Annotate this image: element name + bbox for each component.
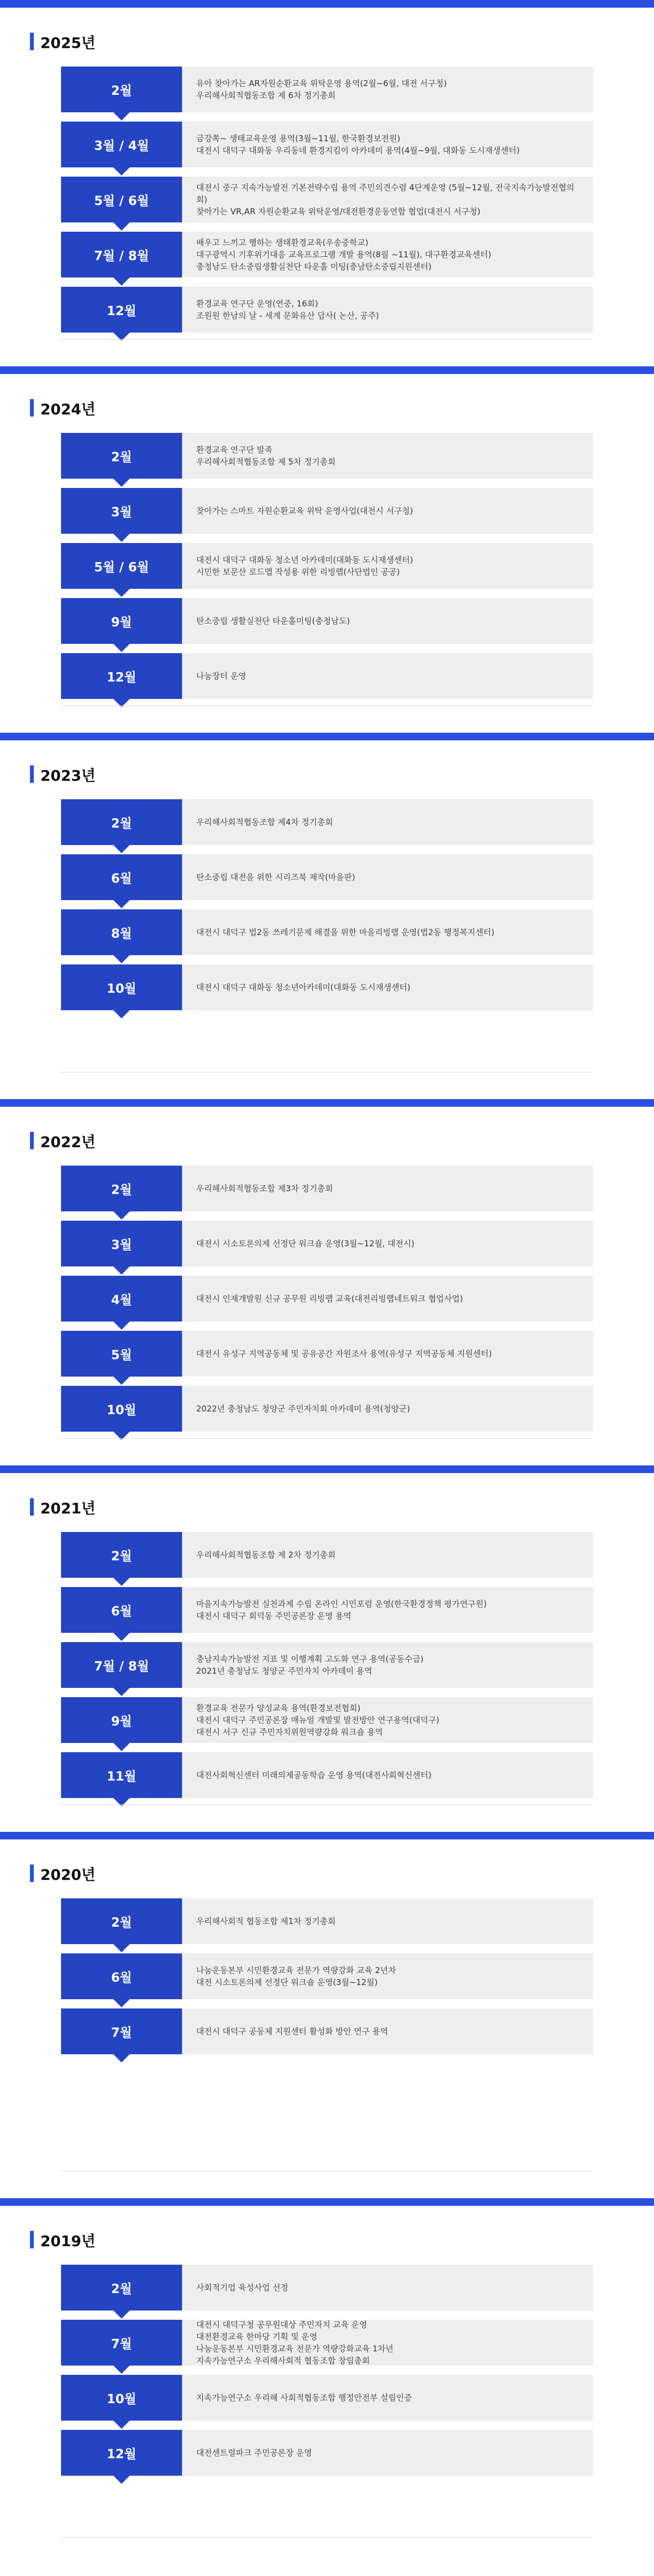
event-description xyxy=(182,2265,593,2310)
event-description xyxy=(182,488,593,534)
event-line: 환경교육 연구단 발족 xyxy=(196,445,272,455)
timeline-row xyxy=(61,1953,593,1999)
year-title: 2020년 xyxy=(40,1866,96,1884)
timeline-row xyxy=(61,799,593,845)
month-label: 3월 xyxy=(61,488,182,534)
month-label: 10월 xyxy=(61,1386,182,1432)
timeline-row xyxy=(61,1697,593,1743)
event-description xyxy=(182,287,593,333)
event-line: 탄소중립 대전을 위한 시리즈북 제작(마을판) xyxy=(196,872,355,882)
month-label: 6월 xyxy=(61,1587,182,1633)
section-top-bar xyxy=(0,1832,654,1839)
timeline-row xyxy=(61,1532,593,1578)
month-label: 2월 xyxy=(61,433,182,479)
month-label: 12월 xyxy=(61,287,182,333)
event-line: 충청남도 탄소중립생활실천단 타운홀 미팅(충남탄소중립지원센터) xyxy=(196,262,432,272)
event-description xyxy=(182,1331,593,1377)
event-description xyxy=(182,2375,593,2421)
year-section xyxy=(0,1099,654,1465)
event-line: 대전시 대덕구 공동체 지원센터 활성화 방안 연구 용역 xyxy=(196,2026,389,2036)
year-header xyxy=(30,763,95,785)
year-marker-bar xyxy=(30,33,34,50)
month-label: 6월 xyxy=(61,1953,182,1999)
event-description xyxy=(182,1221,593,1266)
timeline-row xyxy=(61,598,593,644)
timeline-row xyxy=(61,1587,593,1633)
event-line: 배우고 느끼고 행하는 생태환경교육(우송중학교) xyxy=(196,238,368,248)
month-label: 9월 xyxy=(61,1697,182,1743)
year-section xyxy=(0,2198,654,2576)
year-section xyxy=(0,1832,654,2198)
month-label: 2월 xyxy=(61,1532,182,1578)
event-line: 대전시 유성구 지역공동체 및 공유공간 자원조사 용역(유성구 지역공동체 지원센터) xyxy=(196,1349,492,1359)
event-description xyxy=(182,1752,593,1798)
timeline-row xyxy=(61,1752,593,1798)
event-description xyxy=(182,543,593,589)
event-description xyxy=(182,1898,593,1944)
event-line: 대전시 대덕구 법2동 쓰레기문제 해결을 위한 마을리빙랩 운영(법2동 행정복지센터) xyxy=(196,927,495,937)
event-line: 대전시 서구 신규 주민자치위원역량강화 워크숍 용역 xyxy=(196,1727,383,1737)
event-line: 찾아가는 VR,AR 자원순환교육 위탁운영/대전환경운동연합 협업(대전시 서구청) xyxy=(196,207,481,216)
event-line: 대전시 중구 지속가능발전 기본전략수립 용역 주민의견수렴 4단계운영 (5월~12월, 전국지속가능발전협의회) xyxy=(196,183,574,204)
month-label: 2월 xyxy=(61,1166,182,1211)
year-header xyxy=(30,2229,95,2251)
section-divider xyxy=(61,1438,593,1439)
event-line: 대구광역시 기후위기대응 교육프로그램 개발 용역(8월 ~11월), 대구환경교육센터) xyxy=(196,250,492,260)
timeline-row xyxy=(61,964,593,1010)
year-section xyxy=(0,733,654,1099)
timeline-row xyxy=(61,909,593,955)
timeline-row xyxy=(61,2265,593,2310)
year-marker-bar xyxy=(30,1498,34,1516)
timeline-row xyxy=(61,1898,593,1944)
event-line: 대전시 대덕구 회덕동 주민공론장 운영 용역 xyxy=(196,1611,352,1621)
event-line: 나눔운동본부 시민환경교육 전문가 역량강화교육 1차년 xyxy=(196,2344,393,2354)
month-label: 2월 xyxy=(61,2265,182,2310)
event-description xyxy=(182,67,593,112)
event-line: 금강쪽~ 생태교육운영 용역(3월~11월, 한국환경보전원) xyxy=(196,134,401,143)
year-section xyxy=(0,366,654,733)
timeline-row xyxy=(61,1331,593,1377)
month-label: 3월 xyxy=(61,1221,182,1266)
month-label: 10월 xyxy=(61,964,182,1010)
event-line: 지속가능연구소 우리해 사회적협동조합 행정안전부 설립인증 xyxy=(196,2393,412,2403)
event-line: 유아 찾아가는 AR자원순환교육 위탁운영 용역(2월~6월, 대전 서구청) xyxy=(196,79,447,88)
event-line: 우리해사회적협동조합 제3차 정기총회 xyxy=(196,1184,333,1193)
event-description xyxy=(182,1166,593,1211)
month-label: 6월 xyxy=(61,854,182,900)
event-line: 대전시 시소토론의제 선정단 워크숍 운영(3월~12월, 대전시) xyxy=(196,1239,415,1248)
event-description xyxy=(182,2430,593,2476)
event-description xyxy=(182,1532,593,1578)
timeline-row xyxy=(61,1166,593,1211)
month-label: 5월 / 6월 xyxy=(61,543,182,589)
section-top-bar xyxy=(0,2198,654,2206)
timeline-row xyxy=(61,543,593,589)
year-marker-bar xyxy=(30,399,34,417)
section-top-bar xyxy=(0,733,654,740)
event-line: 조원원 한남의 날 - 세계 문화유산 답사( 논산, 공주) xyxy=(196,311,379,321)
timeline-row xyxy=(61,653,593,699)
event-line: 대전시 대덕구 주민공론장 매뉴얼 개발및 발전방안 연구용역(대덕구) xyxy=(196,1715,440,1725)
event-line: 대전시 대덕구 대화동 청소년 아카데미(대화동 도시재생센터) xyxy=(196,555,413,565)
month-label: 7월 / 8월 xyxy=(61,1642,182,1688)
event-line: 대전시 인재개발원 신규 공무원 리빙랩 교육(대전리빙랩네트워크 협업사업) xyxy=(196,1294,463,1304)
month-label: 8월 xyxy=(61,909,182,955)
event-line: 탄소중립 생활실천단 타운홀미팅(충청남도) xyxy=(196,616,350,626)
section-top-bar xyxy=(0,1465,654,1473)
event-description xyxy=(182,2008,593,2054)
event-description xyxy=(182,598,593,644)
event-description xyxy=(182,232,593,277)
year-marker-bar xyxy=(30,765,34,783)
timeline-row xyxy=(61,67,593,112)
year-title: 2021년 xyxy=(40,1500,96,1517)
month-label: 7월 / 8월 xyxy=(61,232,182,277)
event-line: 나눔운동본부 시민환경교육 전문가 역량강화 교육 2년차 xyxy=(196,1965,396,1975)
month-label: 4월 xyxy=(61,1276,182,1322)
month-label: 2월 xyxy=(61,67,182,112)
section-top-bar xyxy=(0,366,654,374)
event-description xyxy=(182,854,593,900)
timeline-row xyxy=(61,232,593,277)
year-header xyxy=(30,397,95,419)
year-marker-bar xyxy=(30,1132,34,1149)
event-description xyxy=(182,964,593,1010)
event-description xyxy=(182,1386,593,1432)
event-line: 우리해사회적협동조합 제 6차 정기총회 xyxy=(196,91,336,100)
timeline-row xyxy=(61,287,593,333)
month-label: 5월 / 6월 xyxy=(61,177,182,222)
event-line: 충남지속가능발전 지표 및 이행계획 고도화 연구 용역(공동수급) xyxy=(196,1654,424,1664)
event-line: 나눔장터 운영 xyxy=(196,671,246,681)
section-divider xyxy=(61,705,593,706)
event-line: 환경교육 연구단 운영(연중, 16회) xyxy=(196,299,318,309)
year-title: 2022년 xyxy=(40,1133,96,1151)
event-description xyxy=(182,653,593,699)
event-line: 대전시 대덕구청 공무원대상 주민자치 교육 운영 xyxy=(196,2320,367,2330)
year-section xyxy=(0,1465,654,1832)
year-header xyxy=(30,31,95,52)
event-line: 찾아가는 스마트 자원순환교육 위탁 운영사업(대전시 서구청) xyxy=(196,506,413,516)
timeline-row xyxy=(61,177,593,222)
event-description xyxy=(182,909,593,955)
event-description xyxy=(182,1953,593,1999)
event-description xyxy=(182,1276,593,1322)
section-divider xyxy=(61,2537,593,2538)
month-label: 12월 xyxy=(61,2430,182,2476)
year-marker-bar xyxy=(30,1865,34,1882)
event-line: 마을지속가능발전 실천과제 수립 온라인 시민포럼 운영(한국환경정책 평가연구원) xyxy=(196,1599,487,1609)
event-line: 2021년 충청남도 청양군 주민자치 아카데미 용역 xyxy=(196,1666,372,1676)
event-line: 우리해사회적 협동조합 제1차 정기총회 xyxy=(196,1916,336,1926)
section-divider xyxy=(61,339,593,340)
month-label: 2월 xyxy=(61,799,182,845)
event-line: 대전시 대덕구 대화동 우리동네 환경지킴이 아카데미 용역(4월~9월, 대화동 도시재생센터) xyxy=(196,146,520,155)
month-label: 7월 xyxy=(61,2320,182,2366)
event-line: 환경교육 전문가 양성교육 용역(환경보전협회) xyxy=(196,1703,361,1713)
timeline-row xyxy=(61,1642,593,1688)
event-description xyxy=(182,1587,593,1633)
event-line: 2022년 충청남도 청양군 주민자치회 아카데미 용역(청양군) xyxy=(196,1404,410,1414)
timeline-row xyxy=(61,2008,593,2054)
timeline-row xyxy=(61,854,593,900)
section-top-bar xyxy=(0,1099,654,1107)
event-line: 시민한 보문산 로드맵 작성용 위한 리빙랩(사단법인 공공) xyxy=(196,567,400,577)
event-line: 대전시 대덕구 대화동 청소년아카데미(대화동 도시재생센터) xyxy=(196,982,411,992)
event-description xyxy=(182,122,593,167)
event-line: 우리해사회적협동조합 제 5차 정기총회 xyxy=(196,457,336,467)
event-line: 우리해사회적협동조합 제 2차 정기총회 xyxy=(196,1550,336,1560)
event-description xyxy=(182,1642,593,1688)
event-line: 지속가능연구소 우리해사회적 협동조합 창립총회 xyxy=(196,2356,370,2366)
timeline-row xyxy=(61,122,593,167)
timeline-row xyxy=(61,1221,593,1266)
month-label: 9월 xyxy=(61,598,182,644)
year-header xyxy=(30,1496,95,1518)
event-line: 대전 시소토론의제 선정단 워크숍 운영(3월~12월) xyxy=(196,1977,378,1987)
section-top-bar xyxy=(0,0,654,8)
event-description xyxy=(182,799,593,845)
event-description xyxy=(182,177,593,222)
year-title: 2019년 xyxy=(40,2233,96,2250)
event-line: 대전센트럴파크 주민공론장 운영 xyxy=(196,2448,312,2458)
month-label: 3월 / 4월 xyxy=(61,122,182,167)
timeline-row xyxy=(61,433,593,479)
year-marker-bar xyxy=(30,2231,34,2248)
month-label: 2월 xyxy=(61,1898,182,1944)
year-title: 2023년 xyxy=(40,767,96,785)
timeline-row xyxy=(61,1276,593,1322)
month-label: 7월 xyxy=(61,2008,182,2054)
event-line: 사회적기업 육성사업 선정 xyxy=(196,2283,288,2293)
timeline-row xyxy=(61,2320,593,2366)
year-title: 2024년 xyxy=(40,401,96,418)
event-line: 우리해사회적협동조합 제4차 정기총회 xyxy=(196,817,333,827)
timeline-row xyxy=(61,2375,593,2421)
event-description xyxy=(182,1697,593,1743)
event-description xyxy=(182,2320,593,2366)
timeline-row xyxy=(61,2430,593,2476)
timeline-row xyxy=(61,488,593,534)
month-label: 10월 xyxy=(61,2375,182,2421)
year-header xyxy=(30,1862,95,1884)
event-line: 대전환경교육 한마당 기획 및 운영 xyxy=(196,2332,317,2342)
event-description xyxy=(182,433,593,479)
timeline-row xyxy=(61,1386,593,1432)
event-line: 대전사회혁신센터 미래의제공동학습 운영 용역(대전사회혁신센터) xyxy=(196,1770,432,1780)
month-label: 12월 xyxy=(61,653,182,699)
year-title: 2025년 xyxy=(40,34,96,52)
year-header xyxy=(30,1130,95,1151)
month-label: 5월 xyxy=(61,1331,182,1377)
month-label: 11월 xyxy=(61,1752,182,1798)
year-section xyxy=(0,0,654,366)
